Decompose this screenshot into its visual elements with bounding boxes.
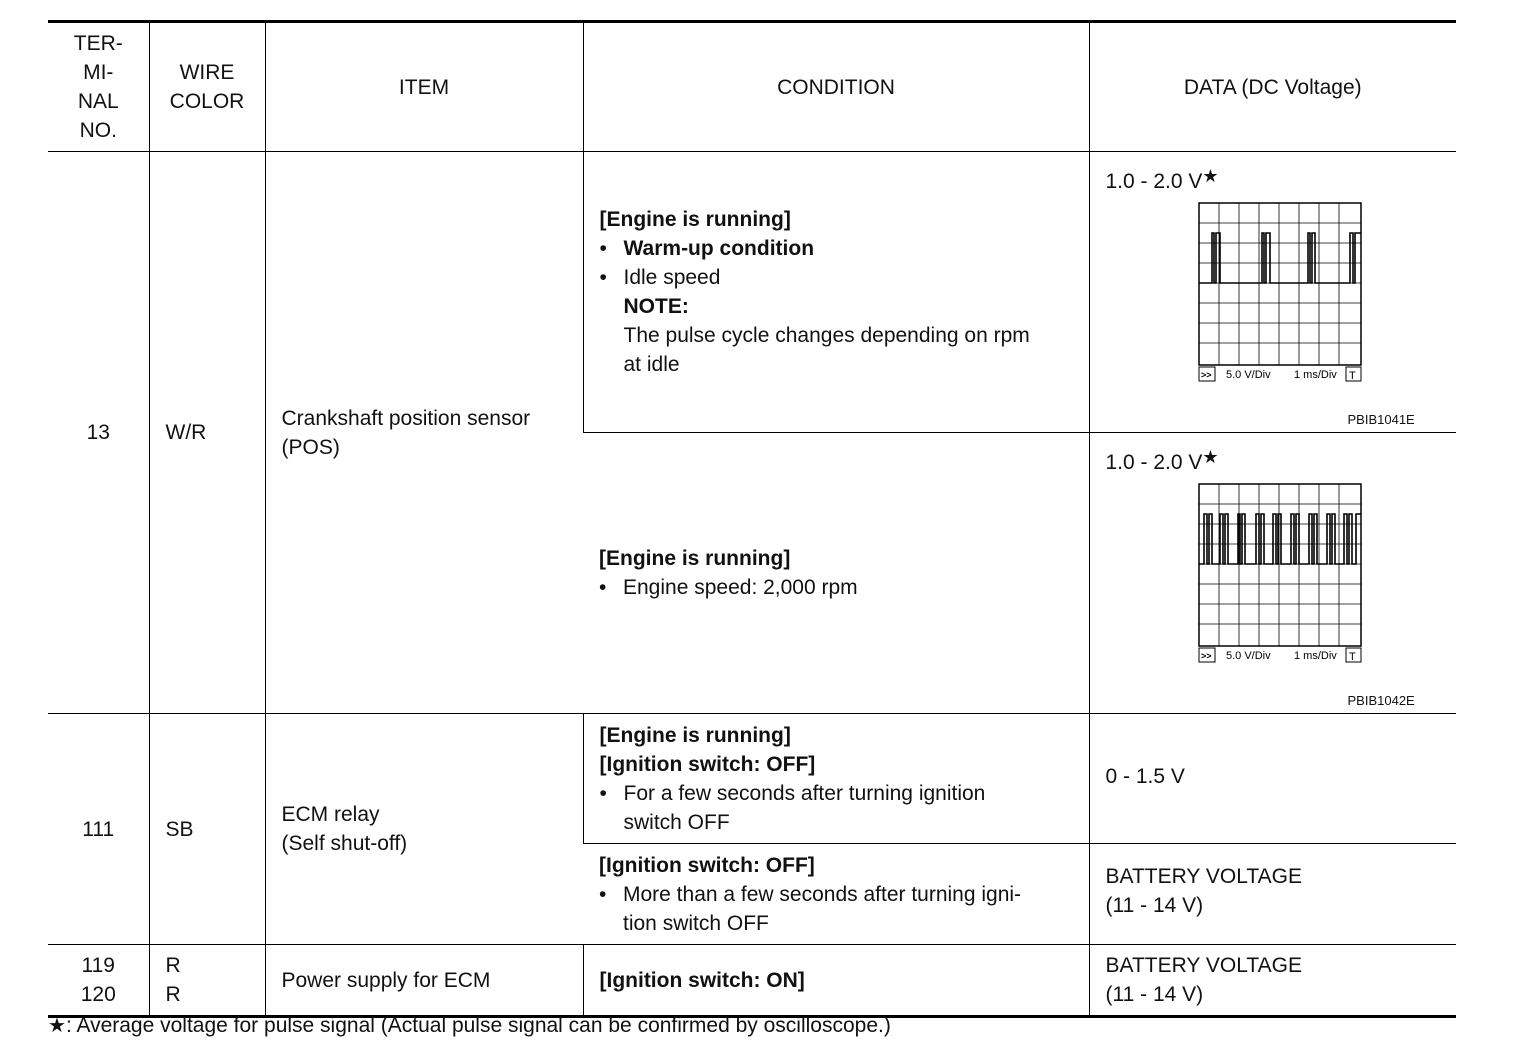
bullet-continuation: tion switch OFF <box>623 911 769 935</box>
bullet-text: Idle speed <box>623 266 721 289</box>
figure-code: PBIB1042E <box>1347 693 1415 708</box>
header-wire-line: COLOR <box>169 90 245 113</box>
condition-title: [Engine is running] <box>599 547 791 570</box>
note-text: at idle <box>623 353 680 376</box>
item-line: Crankshaft position sensor <box>281 406 531 430</box>
table-row <box>48 152 1456 433</box>
scope-mode-left: >> <box>1200 651 1212 661</box>
condition-cell <box>583 433 1089 714</box>
data-line: (11 - 14 V) <box>1105 894 1204 917</box>
bullet-dot: • <box>599 266 607 289</box>
condition-title: [Ignition switch: OFF] <box>599 752 816 776</box>
bullet-dot: • <box>599 576 607 599</box>
condition-cell <box>583 714 1089 844</box>
voltage-text: 1.0 - 2.0 V <box>1105 451 1203 474</box>
bullet-continuation: switch OFF <box>623 810 730 834</box>
header-row <box>48 22 1456 152</box>
bullet-dot: • <box>599 781 607 805</box>
data-cell: 0 - 1.5 V <box>1089 714 1456 844</box>
header-terminal-line: NO. <box>79 119 117 142</box>
wire-line: R <box>165 954 181 977</box>
item-line: (POS) <box>281 435 340 459</box>
condition-bullet <box>599 880 1079 909</box>
condition-bullet <box>600 779 1079 808</box>
header-terminal <box>48 22 149 152</box>
condition-title: [Engine is running] <box>599 723 791 747</box>
figure-code: PBIB1041E <box>1347 412 1415 427</box>
bullet-dot: • <box>599 882 607 906</box>
oscilloscope-waveform-idle <box>1198 202 1364 384</box>
data-cell <box>1089 152 1456 433</box>
header-condition: CONDITION <box>583 22 1089 152</box>
note-text: The pulse cycle changes depending on rpm <box>623 324 1030 347</box>
bullet-text: More than a few seconds after turning igni- <box>623 882 1022 906</box>
wire-color-cell: W/R <box>149 152 265 714</box>
voltage-value <box>1106 443 1457 477</box>
bullet-text: Engine speed: 2,000 rpm <box>623 576 858 599</box>
scope-time-div: 1 ms/Div <box>1293 650 1337 662</box>
bullet-dot: • <box>599 237 607 260</box>
scope-volt-div: 5.0 V/Div <box>1225 369 1271 381</box>
data-line: BATTERY VOLTAGE <box>1105 954 1302 977</box>
voltage-value <box>1106 162 1457 196</box>
header-wire-color <box>149 22 265 152</box>
wire-line: R <box>165 983 181 1006</box>
header-wire-line: WIRE <box>179 61 235 84</box>
item-cell <box>265 714 583 945</box>
condition-title: [Ignition switch: OFF] <box>599 853 815 877</box>
footnote <box>48 1012 891 1040</box>
header-data: DATA (DC Voltage) <box>1089 22 1456 152</box>
item-cell <box>265 152 583 714</box>
wire-color-cell <box>149 945 265 1017</box>
scope-mode-right: T <box>1348 370 1356 382</box>
data-cell <box>1089 945 1456 1017</box>
condition-cell <box>583 844 1089 945</box>
bullet-text: For a few seconds after turning ignition <box>623 781 986 805</box>
condition-cell <box>583 152 1089 433</box>
condition-bullet <box>600 234 1079 263</box>
terminal-line: 120 <box>80 983 116 1006</box>
star-icon: ★ <box>48 1015 66 1037</box>
star-icon: ★ <box>1202 447 1219 467</box>
oscilloscope-figure <box>1106 477 1457 713</box>
terminal-cell: 111 <box>48 714 149 945</box>
data-line: BATTERY VOLTAGE <box>1105 865 1302 888</box>
header-terminal-line: MI- <box>83 61 114 84</box>
terminal-line: 119 <box>81 954 115 977</box>
condition-bullet <box>600 263 1079 292</box>
header-terminal-line: NAL <box>77 90 119 113</box>
scope-time-div: 1 ms/Div <box>1293 369 1337 381</box>
scope-mode-left: >> <box>1200 370 1212 380</box>
header-item: ITEM <box>265 22 583 152</box>
note-label: NOTE: <box>623 295 689 318</box>
footnote-text: : Average voltage for pulse signal (Actual pulse signal can be confirmed by oscilloscope.) <box>65 1014 891 1037</box>
scope-volt-div: 5.0 V/Div <box>1225 650 1271 662</box>
voltage-text: 1.0 - 2.0 V <box>1105 170 1203 193</box>
terminal-cell: 13 <box>48 152 149 714</box>
condition-bullet <box>599 573 1079 602</box>
star-icon: ★ <box>1202 166 1219 186</box>
table-row <box>48 945 1456 1017</box>
data-line: (11 - 14 V) <box>1105 983 1204 1006</box>
table-row <box>48 714 1456 844</box>
data-cell <box>1089 844 1456 945</box>
header-terminal-line: TER- <box>73 32 123 55</box>
condition-cell: [Ignition switch: ON] <box>583 945 1089 1017</box>
terminal-cell <box>48 945 149 1017</box>
data-cell <box>1089 433 1456 714</box>
oscilloscope-waveform-2000rpm <box>1198 483 1364 665</box>
item-cell: Power supply for ECM <box>265 945 583 1017</box>
bullet-text: Warm-up condition <box>623 237 815 260</box>
wire-color-cell: SB <box>149 714 265 945</box>
oscilloscope-figure <box>1106 196 1457 432</box>
condition-title: [Engine is running] <box>599 208 791 231</box>
item-line: (Self shut-off) <box>281 832 408 855</box>
scope-mode-right: T <box>1348 651 1356 663</box>
terminal-data-table <box>48 20 1456 1018</box>
item-line: ECM relay <box>281 803 380 826</box>
